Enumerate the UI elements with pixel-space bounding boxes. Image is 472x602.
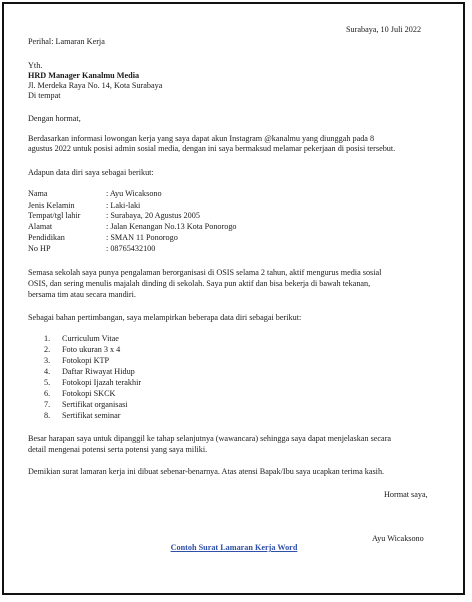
recipient-address: Jl. Merdeka Raya No. 14, Kota Surabaya	[28, 81, 163, 90]
intro-line-2: agustus 2022 untuk posisi admin sosial media, dengan ini saya bermaksud melamar pekerjaan di posisi tersebut.	[28, 144, 396, 153]
recipient-greeting: Yth.	[28, 61, 43, 70]
place-date: Surabaya, 10 Juli 2022	[346, 25, 422, 34]
list-number: 7.	[44, 400, 51, 409]
list-number: 5.	[44, 378, 51, 387]
list-item: Daftar Riwayat Hidup	[62, 367, 135, 376]
subject-line: Perihal: Lamaran Kerja	[28, 37, 105, 46]
list-number: 4.	[44, 367, 51, 376]
personal-value: : Ayu Wicaksono	[106, 189, 162, 198]
list-item: Foto ukuran 3 x 4	[62, 345, 121, 354]
hope-line-1: Besar harapan saya untuk dipanggil ke tahap selanjutnya (wawancara) sehingga saya dapat menjelaskan secara	[28, 434, 392, 443]
personal-value: : Jalan Kenangan No.13 Kota Ponorogo	[106, 222, 237, 231]
recipient-name: HRD Manager Kanalmu Media	[28, 71, 140, 80]
list-number: 1.	[44, 334, 51, 343]
list-number: 8.	[44, 411, 51, 420]
list-item: Fotokopi SKCK	[62, 389, 116, 398]
list-item: Sertifikat organisasi	[62, 400, 128, 409]
personal-value: : SMAN 11 Ponorogo	[106, 233, 178, 242]
personal-label: Alamat	[28, 222, 53, 231]
template-link[interactable]: Contoh Surat Lamaran Kerja Word	[170, 543, 298, 552]
intro-line-1: Berdasarkan informasi lowongan kerja yang saya dapat akun Instagram @kanalmu yang diunggah pada 8	[28, 134, 375, 143]
recipient-location: Di tempat	[28, 91, 61, 100]
regards: Hormat saya,	[384, 490, 428, 499]
personal-value: : 08765432100	[106, 244, 156, 253]
signature-name: Ayu Wicaksono	[372, 534, 424, 543]
salutation: Dengan hormat,	[28, 114, 81, 123]
data-intro: Adapun data diri saya sebagai berikut:	[28, 168, 154, 177]
personal-value: : Laki-laki	[106, 201, 141, 210]
personal-label: Nama	[28, 189, 48, 198]
list-number: 6.	[44, 389, 51, 398]
experience-line-3: bersama tim atau secara mandiri.	[28, 290, 136, 299]
list-number: 2.	[44, 345, 51, 354]
personal-label: Jenis Kelamin	[28, 201, 75, 210]
list-item: Fotokopi KTP	[62, 356, 110, 365]
list-item: Fotokopi Ijazah terakhir	[62, 378, 142, 387]
hope-line-2: detail mengenai potensi serta potensi yang saya miliki.	[28, 445, 208, 454]
personal-label: Tempat/tgl lahir	[28, 211, 81, 220]
attachments-intro: Sebagai bahan pertimbangan, saya melampirkan beberapa data diri sebagai berikut:	[28, 313, 302, 322]
closing-statement: Demikian surat lamaran kerja ini dibuat sebenar-benarnya. Atas atensi Bapak/Ibu saya ucapkan terima kasih.	[28, 467, 385, 476]
list-item: Curriculum Vitae	[62, 334, 119, 343]
experience-line-1: Semasa sekolah saya punya pengalaman berorganisasi di OSIS selama 2 tahun, aktif mengurus media sosial	[28, 268, 382, 277]
personal-label: Pendidikan	[28, 233, 65, 242]
list-item: Sertifikat seminar	[62, 411, 121, 420]
personal-value: : Surabaya, 20 Agustus 2005	[106, 211, 200, 220]
experience-line-2: OSIS, dan sering menulis majalah dinding di sekolah. Saya pun aktif dan bisa bekerja di bawah tekanan,	[28, 279, 371, 288]
personal-label: No HP	[28, 244, 51, 253]
list-number: 3.	[44, 356, 51, 365]
